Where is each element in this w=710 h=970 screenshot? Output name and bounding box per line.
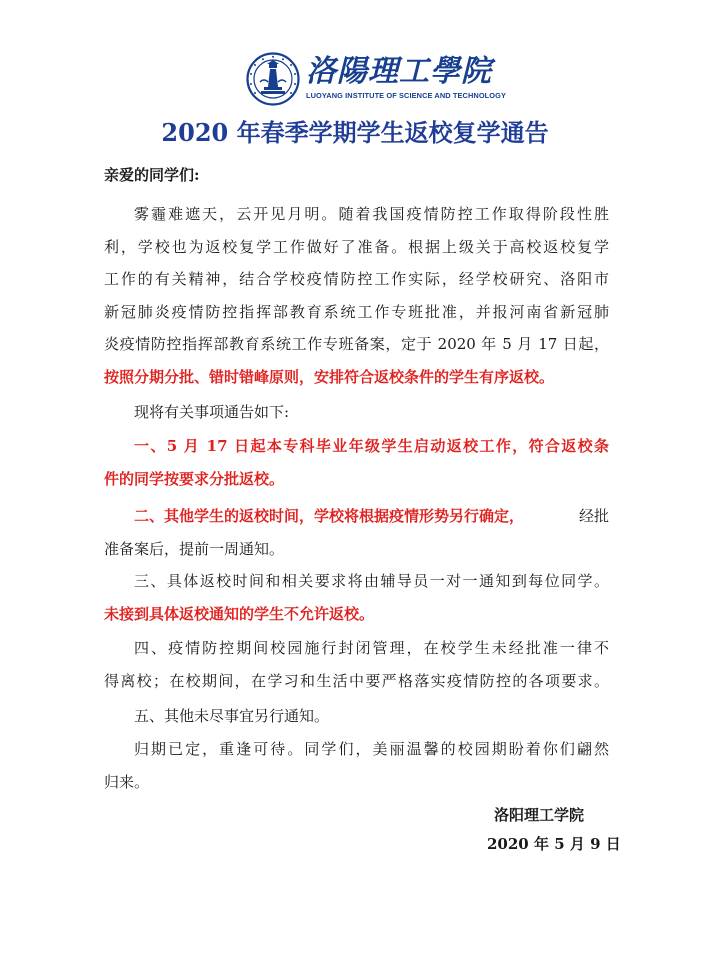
- emphasis-text: 二、其他学生的返校时间，学校将根据疫情形势另行确定，: [134, 507, 525, 525]
- university-logo: [246, 52, 507, 106]
- text-line: 现将有关事项通告如下:: [134, 403, 290, 421]
- notice-item-3: [104, 565, 609, 630]
- notice-item-5: [104, 700, 609, 733]
- notice-intro: [104, 396, 609, 429]
- notice-item-1: [104, 430, 609, 495]
- emphasis-line: 按照分期分批、错时错峰原则，安排符合返校条件的学生有序返校。: [104, 367, 555, 386]
- plain-text: 经批: [578, 507, 609, 525]
- issue-date: 2020 年 5 月 9 日: [487, 835, 621, 853]
- text-line: 工作的有关精神，结合学校疫情防控工作实际，经学校研究、洛阳市: [104, 270, 609, 289]
- page-title: 2020 年春季学期学生返校复学通告: [161, 118, 549, 147]
- text-line: 利，学校也为返校复学工作做好了准备。根据上级关于高校返校复学: [104, 237, 609, 256]
- logo-english-name: LUOYANG INSTITUTE OF SCIENCE AND TECHNOLOGY: [306, 91, 507, 100]
- text-line: 得离校；在校期间，在学习和生活中要严格落实疫情防控的各项要求。: [104, 671, 609, 690]
- text-line: 雾霾难遮天，云开见月明。随着我国疫情防控工作取得阶段性胜: [134, 205, 609, 223]
- text-line: 三、具体返校时间和相关要求将由辅导员一对一通知到每位同学。: [134, 572, 609, 590]
- text-line: 四、疫情防控期间校园施行封闭管理，在校学生未经批准一律不: [134, 639, 609, 657]
- text-line: 归期已定，重逢可待。同学们，美丽温馨的校园期盼着你们翩然: [134, 740, 609, 758]
- text-line: 五、其他未尽事宜另行通知。: [134, 707, 330, 725]
- signature: 洛阳理工学院: [494, 806, 585, 824]
- emphasis-line: 件的同学按要求分批返校。: [104, 469, 285, 488]
- greeting: 亲爱的同学们:: [104, 166, 200, 184]
- emphasis-line: 一、5 月 17 日起本专科毕业年级学生启动返校工作，符合返校条: [134, 437, 609, 455]
- closing-paragraph: [104, 733, 609, 798]
- intro-paragraph: [104, 198, 609, 394]
- text-line: 归来。: [104, 772, 150, 791]
- text-line: 准备案后，提前一周通知。: [104, 539, 285, 558]
- logo-chinese-name: 洛陽理工學院: [306, 54, 492, 89]
- notice-item-2: [104, 500, 609, 565]
- text-line: 炎疫情防控指挥部教育系统工作专班备案，定于 2020 年 5 月 17 日起，: [104, 335, 609, 354]
- text-line: 新冠肺炎疫情防控指挥部教育系统工作专班批准，并报河南省新冠肺: [104, 302, 609, 321]
- emphasis-line: 未接到具体返校通知的学生不允许返校。: [104, 604, 375, 623]
- text-line: [104, 500, 609, 533]
- university-seal-icon: [246, 52, 300, 106]
- notice-item-4: [104, 632, 609, 697]
